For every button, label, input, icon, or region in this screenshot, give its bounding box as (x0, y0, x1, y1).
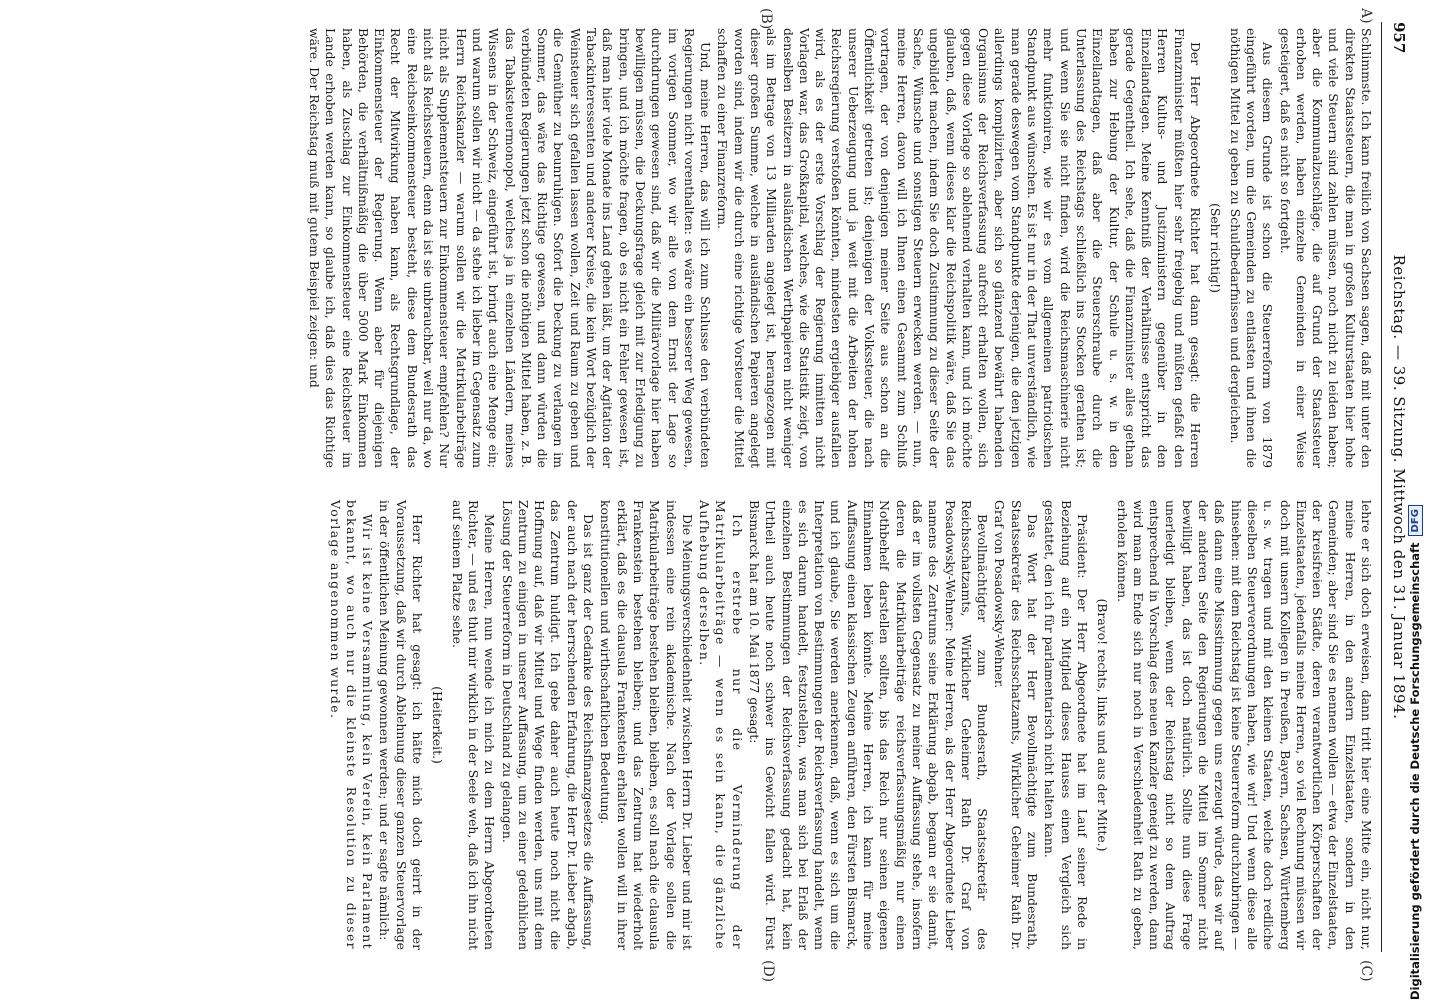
digitization-credit (1402, 0, 1428, 1000)
page-number: 957 (1390, 22, 1408, 54)
dfg-logo: DFG (1408, 505, 1423, 536)
running-title: Reichstag. — 39. Sitzung. Mittwoch den 31. Januar 1894. (1390, 254, 1408, 720)
margin-letter-a: A) (1358, 8, 1374, 24)
paragraph: Und, meine Herren, das will ich zum Schlusse den verbündeten Regierungen nicht vorenthalten: es wäre ein besserer Weg gewesen, im vorigen Sommer, wo wir alle von dem Ernst der Lage so durchdrungen gewesen sind, daß wir die Militärvorlage hier haben bewilligen müssen, die Deckungsfrage gleich mit zur Erledigung zu bringen, und ich möchte fragen, ob es nicht ein Fehler gewesen ist, daß man hier viele Monate ins Land gehen läßt, um der Agitation der Tabackinteressenten und anderer Kreise, die kein Wort bezüglich der Weinsteuer sich gefallen lassen wollen, Zeit und Raum zu geben und die Gemüther zu beunruhigen. Sofort die Deckung zu verlangen im Sommer, das wäre das Richtige gewesen, und dann würden die verbündeten Regierungen jetzt schon die nöthigen Mittel haben, z. B. das Tabaksteuermonopol, welches ja in einzelnen Ländern, meines Wissens in der Schweiz, eingeführt ist, bringt auch eine Menge ein; und warum sollen wir nicht — da stehe ich lieber im Gegensatz zum Herrn Reichskanzler — warum sollen wir die Matrikularbeiträge nicht als Supplementsteuern zur Einkommensteuer empfehlen? Nur nicht als Reichssteuern, denn da ist sie unbrauchbar, weil nur da, wo eine Reichseinkommensteuer besteht, diese dem Bundesrath das Recht der Mitwirkung haben kann, als Rechtsgrundlage, der Einkommensteuer der Regierung. Wenn aber für diejenigen Behörden, die verhältnißmäßig die über 5000 Mark Einkommen haben, als Zuschlag zur Einkommensteuer eine Reichsteuer im Lande erhoben werden kann, so glaube ich, daß dies das Richtige wäre. Der Reichstag muß mit gutem Beispiel zeigen: und (307, 28, 714, 468)
quotation: Ich erstrebe nur die Verminderung der Matrikularbeiträge — wenn es sein kann, die gänzliche Aufhebung derselben. (697, 500, 745, 950)
right-column (325, 500, 1374, 950)
margin-letter-d: (D) (760, 960, 776, 983)
paragraph: Der Herr Abgeordnete Richter hat dann gesagt: die Herren Finanzminister müßten hier sehr freigebig und müßten gefaßt den Herren Kultus- und Justizministern gegenüber in den Einzellandtagen. Meine Kenntniß der Verhältnisse entspricht das gerade Gegentheil. Ich sehe, daß die Finanzminister alles gethan haben zur Hebung der Kultur, der Schule u. s. w. in den Einzellandtagen, daß aber die Steuerschraube durch die Unterlassung des Reichstags schließlich ins Stocken gerathen ist; und wenn Sie sie nicht finden, wird die Reichsmaschinerie nicht mehr funktioniren, wie wir es vom allgemeinen patriotischen Standpunkt aus wünschen. Es ist nur in der That unverständlich, wie man gerade deswegen vom Standpunkte derjenigen, die den jetzigen allerdings komplizirten, aber sich so glänzend bewährt habenden Organismus der Reichsverfassung aufrecht erhalten wollen, sich gegen diese Vorlage so ablehnend verhalten kann, und ich möchte glauben, daß, wenn dieses klar die Reichspolitik wäre, daß Sie das ungebildet machen, indem Sie doch Zustimmung zu dieser Seite der Sache, Wünsche und sonstigen Steuern erwecken werden. — nun, meine Herren, davon will ich Ihnen einen Gesammt zum Schluß vortragen, der von denjenigen meiner Seite aus schon an die Öffentlichkeit getreten ist; denjenigen der Volkssteuer, die nach unserer Ueberzeugung und ja weit mit die Arbeiten der hohen Reichsregierung verstoßen könnten, mindesten ergiebiger ausfallen wird, als es der erste Vorschlag der Regierung inmitten nicht Vorlagen war, das Großkapital, welches, wie die Statistik zeigt, von denselben Besitzern in ausländischen Werthpapieren nicht weniger als im Betrage von 13 Milliarden angelegt ist, herangezogen mit dieser großen Summe, welche in ausländischen Papieren angelegt worden sind, indem wir die durch eine richtige Vorsteuer die Mittel schaffen zu einer Finanzreform. (715, 28, 1204, 468)
interjection: (Bravo! rechts, links und aus der Mitte.) (1095, 598, 1111, 852)
digitization-credit-text: Digitalisierung gefördert durch die Deutsche Forschungsgemeinschaft (1408, 542, 1422, 1000)
left-column (305, 28, 1374, 468)
interjection: (Heiterkeit.) (430, 686, 446, 764)
paragraph: Aus diesem Grunde ist schon die Steuerreform von 1879 eingeführt worden, um die Gemeinden zu entlasten und ihnen die nöthigen Mittel zu geben zu Schuldbedarfnissen und dergleichen. (1227, 28, 1276, 468)
quotation: Wir ist keine Versammlung, kein Verein, kein Parlament bekannt, wo auch nur die kleinste Resolution zu dieser Vorlage angenommen wurde. (327, 500, 376, 950)
margin-letter-b: (B) (758, 8, 774, 30)
paragraph: Schlimmste. Ich kann freilich von Sachsen sagen, daß mit unter den direkten Staatssteuern, die man in großen Kulturstaaten hier hohe und viele Steuern sind zahlen müssen, noch nicht zu leiden haben; aber die Kommunalzuschläge, die auf Grund der Staatssteuer erhoben werden, haben einzelne Gemeinden in einer Weise gesteigert, daß es nicht so fortgeht. (1277, 28, 1374, 468)
paragraph: Meine Herren, nun wende ich mich zu dem Herrn Abgeordneten Richter, — und es thut mir wirklich in der Seele weh, daß ich ihn nicht auf seinem Platze sehe. (449, 500, 498, 950)
paragraph: Die Meinungsverschiedenheit zwischen Herrn Dr. Lieber und mir ist indessen eine rein akademische. Nach der Vorlage sollen die Matrikularbeiträge bestehen bleiben, bleiben, es soll nach die clausula Frankenstein bestehen bleiben; und das Zentrum hat wiederholt erklärt, daß es die clausula Frankenstein erhalten wollen will in ihrer konstitutionellen und wirthschaftlichen Bedeutung. (598, 500, 695, 950)
president-statement: Präsident: Der Herr Abgeordnete hat im Lauf seiner Rede in Beziehung auf ein Mitglied dieses Hauses einen Vergleich sich gestattet, den ich für parlamentarisch nicht halten kann. (1042, 500, 1090, 950)
paragraph: lehre er sich doch erweisen, dann tritt hier eine Mitte ein, nicht nur, meine Herren, in den andern Einzelstaaten, sondern in den Gemeinden; aber sind Sie es nennen wollen — etwa der Einzelstaaten, der kreisfreien Städte, deren verantwortlichen Körperschaften der Einzelstaaten, jedenfalls meine Herren, so viel Rechnung müssen wir doch mit unsern Kollegen in Preußen, Bayern, Sachsen, Württemberg u. s. w. tragen und mit den kleinen Staaten, welche doch redliche dieselben Steuerverordnungen haben, wie wir! Und wenn diese alle hinsehen: mit dem Reichstag ist keine Steuerreform durchzubringen — daß dann eine Missstimmung gegen uns erzeugt würde, das wir auf der anderen Seite den Regierungen die Mittel im Sommer nicht bewilligt haben, das ist doch natürlich. Sollte nun diese Frage unerledigt bleiben, wenn der Reichstag nicht so dem Auftrag entsprechend in Vorschlag des neuen Kanzler geneigt zu werden, dann wird man am Ende sich nur noch in Verschiedenheit Rath zu geben, erholen können. (1114, 500, 1374, 950)
paragraph: Herr Richter hat gesagt: ich hätte mich doch geirrt in der Voraussetzung, daß wir durch Ablehnung dieser ganzen Steuervorlage in der öffentlichen Meinung gewonnen werden; und er sagte nämlich: (377, 500, 426, 950)
speaker-statement: Bevollmächtigter zum Bundesrath, Staatssekretär des Reichsschatzamts, Wirklicher Geheimer Rath Dr. Graf von Posadowsky-Wehner: Meine Herren, als der Herr Abgeordnete Lieber namens des Zentrums seine Erklärung abgab, begann er sie damit, daß er im vollsten Gegensatz zu meiner Auffassung stehe, insofern deren die Matrikularbeiträge reichsverfassungsmäßig nur einen Nothbehelf darstellen sollten, bis das Reich nur seinen eigenen Einnahmen leben könnte. Meine Herren, ich kann für meine Auffassung einen klassischen Zeugen anführen, den Fürsten Bismarck, und ich glaube, Sie werden anerkennen, daß, wenn es sich um die Interpretation von Bestimmungen der Reichsverfassung handelt, wenn es sich darum handelt, festzustellen, was man sich bei Erlaß der einzelnen Bestimmungen der Reichsverfassung gedacht hat, kein Urtheil auch heute noch schwer ins Gewicht fallen wird. Fürst Bismarck hat am 10. Mai 1877 gesagt: (747, 500, 991, 950)
paragraph: Das Wort hat der Herr Bevollmächtigte zum Bundesrath, Staatssekretär des Reichsschatzamts, Wirklicher Geheimer Rath Dr. Graf von Posadowsky-Wehner. (992, 500, 1041, 950)
margin-letter-c: (C) (1358, 960, 1374, 982)
interjection: (Sehr richtig!) (1208, 203, 1224, 293)
paragraph: Das ist ganz der Gedanke des Reichsfinanzgesetzes die Auffassung, der auch nach der herrschenden Erfahrung, die Herr Dr. Lieber abgab, das Zentrum huldigt. Ich gebe daher auch heute noch nicht die Hoffnung auf, daß wir Mittel und Wege finden werden, uns mit dem Zentrum zu einigen in unserer Auffassung, um zu einer gedeihlichen Lösung der Steuerreform in Deutschland zu gelangen. (499, 500, 597, 950)
header-rule (1381, 22, 1382, 952)
